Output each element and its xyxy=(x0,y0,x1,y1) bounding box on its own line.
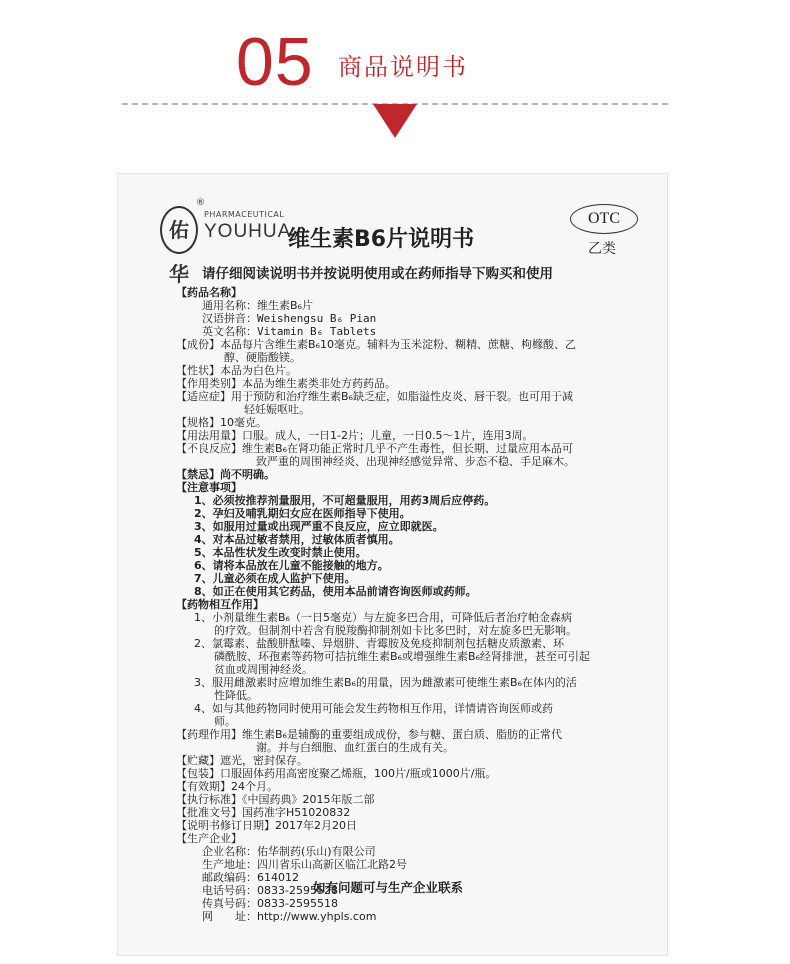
instruction-leaflet xyxy=(117,173,668,956)
text-line: 师。 xyxy=(214,715,236,728)
section-header xyxy=(0,0,790,150)
list-item: 3、如服用过量或出现严重不良反应，应立即就医。 xyxy=(194,520,444,533)
text-line: 致严重的周围神经炎、出现神经感觉异常、步态不稳、手足麻木。 xyxy=(256,455,575,468)
text-line: 汉语拼音：Weishengsu B₆ Pian xyxy=(202,312,377,325)
text-line: 【说明书修订日期】2017年2月20日 xyxy=(176,819,357,832)
list-item: 5、本品性状发生改变时禁止使用。 xyxy=(194,546,367,559)
text-line: 电话号码：0833-2595528 xyxy=(202,884,338,897)
list-item: 4、对本品过敏者禁用，过敏体质者慎用。 xyxy=(194,533,400,546)
leaflet-footer: 如有问题可与生产企业联系 xyxy=(313,880,464,895)
section-heading: 【生产企业】 xyxy=(176,832,242,845)
brand-small-text: PHARMACEUTICAL xyxy=(204,210,285,219)
brand-logo-icon: 佑华 xyxy=(160,206,198,254)
text-line: 生产地址：四川省乐山高新区临江北路2号 xyxy=(202,858,407,871)
leaflet-subtitle: 请仔细阅读说明书并按说明使用或在药师指导下购买和使用 xyxy=(202,266,553,282)
text-line: 通用名称：维生素B₆片 xyxy=(202,299,313,312)
text-line: 性降低。 xyxy=(214,689,258,702)
section-number: 05 xyxy=(236,24,314,100)
text-line: 【不良反应】维生素B₆在肾功能正常时几乎不产生毒性，但长期、过量应用本品可 xyxy=(176,442,573,455)
registered-mark: ® xyxy=(196,198,205,208)
category-label: 乙类 xyxy=(588,241,616,257)
text-line: 传真号码：0833-2595518 xyxy=(202,897,338,910)
list-item: 2、孕妇及哺乳期妇女应在医师指导下使用。 xyxy=(194,507,411,520)
down-triangle-icon xyxy=(373,104,417,138)
text-line: 【包装】口服固体药用高密度聚乙烯瓶，100片/瓶或1000片/瓶。 xyxy=(176,767,497,780)
text-line: 【禁忌】尚不明确。 xyxy=(176,468,275,481)
text-line: 【用法用量】口服。成人，一日1-2片；儿童，一日0.5～1片，连用3周。 xyxy=(176,429,534,442)
section-heading: 【药物相互作用】 xyxy=(176,598,264,611)
list-item: 4、如与其他药物同时使用可能会发生药物相互作用，详情请咨询医师或药 xyxy=(194,702,553,715)
text-line: 英文名称：Vitamin B₆ Tablets xyxy=(202,325,377,338)
list-item: 8、如正在使用其它药品，使用本品前请咨询医师或药师。 xyxy=(194,585,477,598)
text-line: 【执行标准】《中国药典》2015年版二部 xyxy=(176,793,375,806)
text-line: 贫血或周围神经炎。 xyxy=(214,663,313,676)
text-line: 【作用类别】本品为维生素类非处方药药品。 xyxy=(176,377,396,390)
list-item: 6、请将本品放在儿童不能接触的地方。 xyxy=(194,559,389,572)
text-line: 磷酰胺、环孢素等药物可拮抗维生素B₆或增强维生素B₆经肾排泄，甚至可引起 xyxy=(214,650,590,663)
list-item: 7、儿童必须在成人监护下使用。 xyxy=(194,572,356,585)
list-item: 1、必须按推荐剂量服用，不可超量服用，用药3周后应停药。 xyxy=(194,494,496,507)
text-line: 的疗效。但制剂中若含有脱羧酶抑制剂如卡比多巴时，对左旋多巴无影响。 xyxy=(214,624,577,637)
text-line: 【适应症】用于预防和治疗维生素B₆缺乏症，如脂溢性皮炎、唇干裂。也可用于减 xyxy=(176,390,573,403)
text-line: 轻妊娠呕吐。 xyxy=(244,403,310,416)
otc-badge: OTC xyxy=(570,204,638,234)
list-item: 2、氯霉素、盐酸肼酞嗪、异烟肼、青霉胺及免疫抑制剂包括糖皮质激素、环 xyxy=(194,637,564,650)
text-line: 谢。并与白细胞、血红蛋白的生成有关。 xyxy=(256,741,454,754)
text-line: 【药理作用】维生素B₆是辅酶的重要组成成份，参与糖、蛋白质、脂肪的正常代 xyxy=(176,728,562,741)
text-line: 【成份】本品每片含维生素B₆10毫克。辅料为玉米淀粉、糊精、蔗糖、枸橼酸、乙 xyxy=(176,338,576,351)
text-line: 【贮藏】遮光，密封保存。 xyxy=(176,754,308,767)
leaflet-title: 维生素B6片说明书 xyxy=(288,227,475,252)
section-title: 商品说明书 xyxy=(338,53,468,81)
list-item: 3、服用雌激素时应增加维生素B₆的用量，因为雌激素可使维生素B₆在体内的活 xyxy=(194,676,577,689)
section-heading: 【药品名称】 xyxy=(176,286,242,299)
brand-name: YOUHUA xyxy=(204,221,292,242)
text-line: 【有效期】24个月。 xyxy=(176,780,278,793)
text-line: 【批准文号】国药准字H51020832 xyxy=(176,806,351,819)
text-line: 网 址：http://www.yhpls.com xyxy=(202,910,377,923)
text-line: 企业名称：佑华制药(乐山)有限公司 xyxy=(202,845,376,858)
text-line: 邮政编码：614012 xyxy=(202,871,299,884)
text-line: 【规格】10毫克。 xyxy=(176,416,267,429)
list-item: 1、小剂量维生素B₆（一日5毫克）与左旋多巴合用，可降低后者治疗帕金森病 xyxy=(194,611,572,624)
section-heading: 【注意事项】 xyxy=(176,481,242,494)
text-line: 醇、硬脂酸镁。 xyxy=(224,351,301,364)
text-line: 【性状】本品为白色片。 xyxy=(176,364,297,377)
